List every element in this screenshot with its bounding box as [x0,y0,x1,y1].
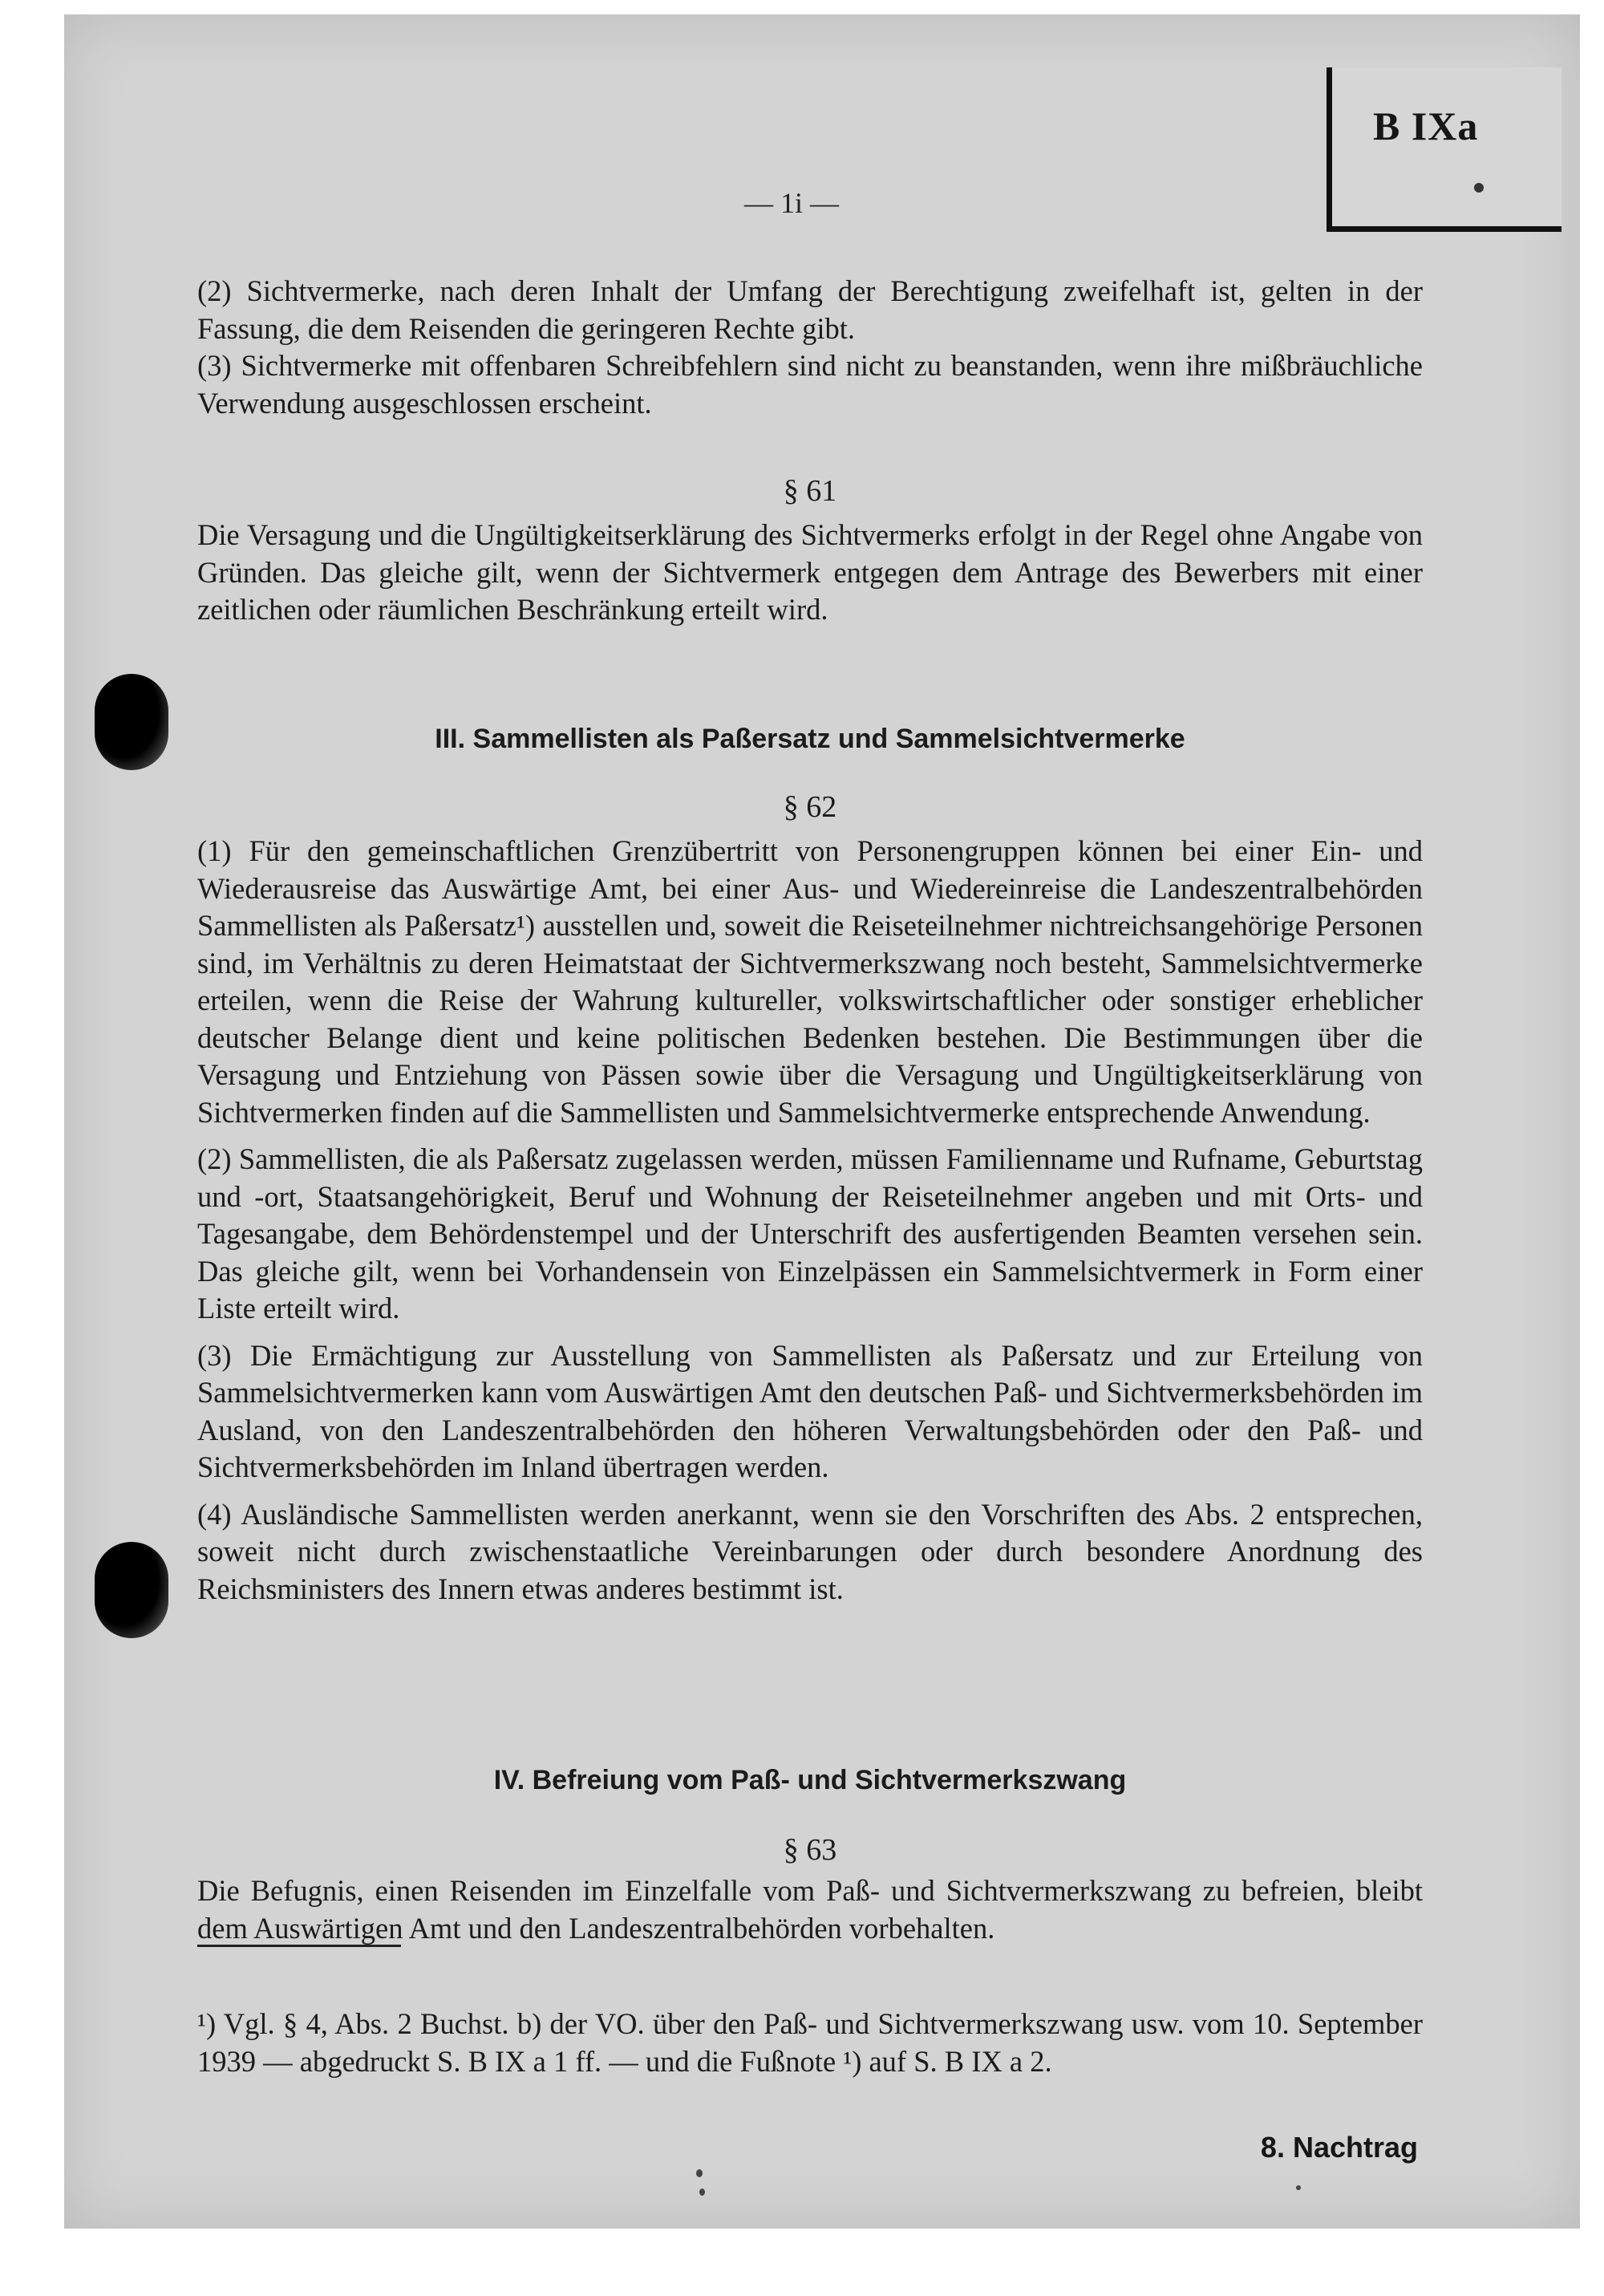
footnote [197,2006,1423,2080]
supplement-label: 8. Nachtrag [1260,2131,1418,2164]
footnote-rule [197,1945,401,1947]
section-63-title: § 63 [783,1833,837,1867]
ink-speck [1474,183,1484,193]
section-62-paragraph-1: (1) Für den gemeinschaftlichen Grenzübertritt von Personengruppen können bei einer Ein- und Wiederausreise das Auswärtige Amt, bei einer Aus- und Wiedereinreise die Landeszentralbehörden Sammellisten als Paßersatz¹) ausstellen und, soweit die Reiseteilnehmer nichtreichsangehörige Personen sind, im Verhältnis zu deren Heimatstaat der Sichtvermerkszwang noch besteht, Sammelsichtvermerke erteilen, wenn die Reise der Wahrung kultureller, volkswirtschaftlicher oder sonstiger erheblicher deutscher Belange dient und keine politischen Bedenken bestehen. Die Bestimmungen über die Versagung und Entziehung von Pässen sowie über die Versagung und Ungültigkeitserklärung von Sichtvermerken finden auf die Sammellisten und Sammelsichtvermerke entsprechende Anwendung. [197,834,1423,1129]
section-label: B IXa [1373,103,1479,148]
corner-tab [1327,67,1561,232]
heading-iv: IV. Befreiung vom Paß- und Sichtvermerkszwang [493,1765,1127,1795]
section-62-text [197,833,1423,1608]
ink-speck [699,2189,705,2196]
section-62-paragraph-2: (2) Sammellisten, die als Paßersatz zugelassen werden, müssen Familienname und Rufname, Geburtstag und -ort, Staatsangehörigkeit, Beruf und Wohnung der Reiseteilnehmer angeben und mit Orts- und Tagesangabe, dem Behördenstempel und der Unterschrift des ausfertigenden Beamten versehen sein. Das gleiche gilt, wenn bei Vorhandensein von Einzelpässen ein Sammelsichtvermerk in Form einer Liste erteilt wird. [197,1142,1423,1324]
heading-iii: III. Sammellisten als Paßersatz und Sammelsichtvermerke [435,724,1185,754]
ink-speck [696,2169,703,2177]
section-63-text [197,1872,1423,1947]
ink-speck [1296,2185,1301,2190]
section-61-text [197,517,1423,629]
punch-hole-bottom [95,1542,168,1638]
paragraph-2: (2) Sichtvermerke, nach deren Inhalt der Umfang der Berechtigung zweifelhaft ist, gelten in der Fassung, die dem Reisenden die geringeren Rechte gibt. [197,274,1423,345]
intro-paragraphs [197,273,1423,422]
page-number: — 1i — [744,187,840,219]
section-63-body: Die Befugnis, einen Reisenden im Einzelfalle vom Paß- und Sichtvermerkszwang zu befreien, bleibt dem Auswärtigen Amt und den Landeszentralbehörden vorbehalten. [197,1874,1423,1945]
section-61-title: § 61 [783,474,837,508]
section-62-paragraph-4: (4) Ausländische Sammellisten werden anerkannt, wenn sie den Vorschriften des Abs. 2 entsprechen, soweit nicht durch zwischenstaatliche Vereinbarungen oder durch besondere Anordnung des Reichsministers des Innern etwas anderes bestimmt ist. [197,1497,1423,1605]
section-62-paragraph-3: (3) Die Ermächtigung zur Ausstellung von Sammellisten als Paßersatz und zur Erteilung von Sammelsichtvermerken kann vom Auswärtigen Amt den deutschen Paß- und Sichtvermerksbehörden im Ausland, von den Landeszentralbehörden den höheren Verwaltungsbehörden oder den Paß- und Sichtvermerksbehörden im Inland übertragen werden. [197,1338,1423,1483]
section-62-title: § 62 [783,790,837,824]
punch-hole-top [95,674,168,770]
section-61-body: Die Versagung und die Ungültigkeitserklärung des Sichtvermerks erfolgt in der Regel ohne Angabe von Gründen. Das gleiche gilt, wenn der Sichtvermerk entgegen dem Antrage des Bewerbers mit einer zeitlichen oder räumlichen Beschränkung erteilt wird. [197,518,1423,626]
paragraph-3: (3) Sichtvermerke mit offenbaren Schreibfehlern sind nicht zu beanstanden, wenn ihre mißbräuchliche Verwendung ausgeschlossen erscheint. [197,349,1423,420]
footnote-text: ¹) Vgl. § 4, Abs. 2 Buchst. b) der VO. über den Paß- und Sichtvermerkszwang usw. vom 10. September 1939 — abgedruckt S. B IX a 1 ff. — und die Fußnote ¹) auf S. B IX a 2. [197,2007,1423,2078]
